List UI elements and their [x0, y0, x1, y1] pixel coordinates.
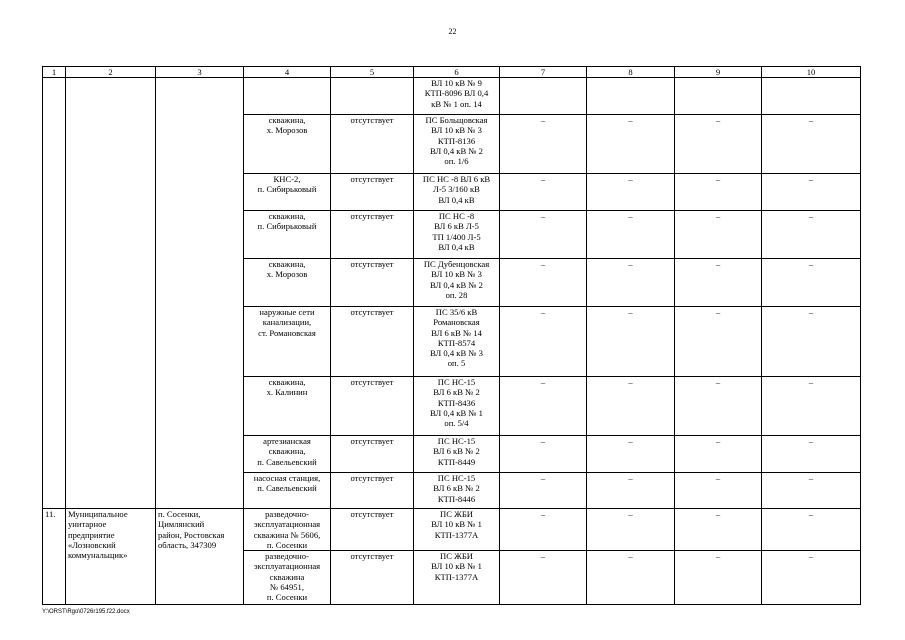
dash-cell: – [762, 174, 861, 211]
power-source-cell: ПС НС-15 ВЛ 6 кВ № 2 КТП-8446 [414, 473, 500, 509]
address-cell [156, 78, 244, 509]
dash-cell: – [587, 436, 675, 473]
dash-cell: – [675, 551, 762, 605]
dash-cell: – [675, 509, 762, 551]
dash-cell: – [587, 551, 675, 605]
power-source-cell: ПС НС -8 ВЛ 6 кВ Л-5 ТП 1/400 Л-5 ВЛ 0,4 кВ [414, 211, 500, 259]
dash-cell [587, 78, 675, 115]
table-row [43, 78, 861, 115]
power-source-cell: ВЛ 10 кВ № 9 КТП-8096 ВЛ 0,4 кВ № 1 оп. 14 [414, 78, 500, 115]
power-source-cell: ПС ЖБИ ВЛ 10 кВ № 1 КТП-1377А [414, 551, 500, 605]
dash-cell: – [500, 259, 587, 307]
facility-name-cell: скважина, х. Калинин [244, 377, 331, 436]
facility-name-cell: скважина, х. Морозов [244, 259, 331, 307]
status-cell: отсутствует [331, 436, 414, 473]
dash-cell: – [500, 551, 587, 605]
dash-cell: – [587, 115, 675, 174]
dash-cell: – [675, 307, 762, 377]
status-cell: отсутствует [331, 551, 414, 605]
dash-cell: – [675, 115, 762, 174]
dash-cell: – [587, 377, 675, 436]
dash-cell: – [587, 211, 675, 259]
dash-cell: – [587, 259, 675, 307]
entry-number-cell [43, 78, 66, 509]
facility-name-cell: скважина, п. Сибирьковый [244, 211, 331, 259]
file-path-footer: Y:\ORST\Rgo\0726r195.f22.docx [42, 609, 130, 615]
facility-name-cell: насосная станция, п. Савельевский [244, 473, 331, 509]
header-row [43, 67, 861, 78]
status-cell: отсутствует [331, 115, 414, 174]
column-number-header: 6 [414, 67, 500, 78]
column-number-header: 3 [156, 67, 244, 78]
dash-cell: – [762, 259, 861, 307]
entry-number-cell: 11. [43, 509, 66, 605]
dash-cell: – [500, 307, 587, 377]
address-cell: п. Сосенки, Цимлянский район, Ростовская область, 347309 [156, 509, 244, 605]
dash-cell: – [675, 211, 762, 259]
power-source-cell: ПС НС-15 ВЛ 6 кВ № 2 КТП-8449 [414, 436, 500, 473]
column-number-header: 10 [762, 67, 861, 78]
power-source-cell: ПС 35/6 кВ Романовская ВЛ 6 кВ № 14 КТП-8574 ВЛ 0,4 кВ № 3 оп. 5 [414, 307, 500, 377]
page-number: 22 [448, 27, 457, 36]
organization-cell [66, 78, 156, 509]
dash-cell: – [500, 174, 587, 211]
status-cell [331, 78, 414, 115]
dash-cell: – [587, 174, 675, 211]
status-cell: отсутствует [331, 509, 414, 551]
dash-cell: – [587, 509, 675, 551]
dash-cell: – [675, 377, 762, 436]
facility-name-cell [244, 78, 331, 115]
dash-cell: – [500, 211, 587, 259]
dash-cell: – [762, 509, 861, 551]
dash-cell: – [500, 377, 587, 436]
facility-name-cell: разведочно- эксплуатационная скважина № 5606, п. Сосенки [244, 509, 331, 551]
column-number-header: 1 [43, 67, 66, 78]
dash-cell: – [675, 436, 762, 473]
status-cell: отсутствует [331, 259, 414, 307]
dash-cell: – [762, 436, 861, 473]
column-number-header: 4 [244, 67, 331, 78]
power-source-cell: ПС НС-15 ВЛ 6 кВ № 2 КТП-8436 ВЛ 0,4 кВ № 1 оп. 5/4 [414, 377, 500, 436]
power-source-cell: ПС НС -8 ВЛ 6 кВ Л-5 3/160 кВ ВЛ 0,4 кВ [414, 174, 500, 211]
power-source-cell: ПС Больщовская ВЛ 10 кВ № 3 КТП-8136 ВЛ 0,4 кВ № 2 оп. 1/6 [414, 115, 500, 174]
dash-cell: – [675, 259, 762, 307]
power-source-cell: ПС Дубенцовская ВЛ 10 кВ № 3 ВЛ 0,4 кВ № 2 оп. 28 [414, 259, 500, 307]
dash-cell: – [500, 473, 587, 509]
status-cell: отсутствует [331, 307, 414, 377]
dash-cell: – [675, 473, 762, 509]
dash-cell [762, 78, 861, 115]
dash-cell: – [762, 115, 861, 174]
dash-cell: – [762, 211, 861, 259]
dash-cell: – [762, 551, 861, 605]
dash-cell: – [587, 307, 675, 377]
dash-cell: – [762, 473, 861, 509]
facility-name-cell: артезианская скважина, п. Савельевский [244, 436, 331, 473]
power-source-cell: ПС ЖБИ ВЛ 10 кВ № 1 КТП-1377А [414, 509, 500, 551]
dash-cell [500, 78, 587, 115]
dash-cell: – [500, 509, 587, 551]
dash-cell: – [675, 174, 762, 211]
status-cell: отсутствует [331, 473, 414, 509]
dash-cell [675, 78, 762, 115]
dash-cell: – [762, 377, 861, 436]
dash-cell: – [587, 473, 675, 509]
status-cell: отсутствует [331, 174, 414, 211]
column-number-header: 8 [587, 67, 675, 78]
column-number-header: 9 [675, 67, 762, 78]
facility-name-cell: скважина, х. Морозов [244, 115, 331, 174]
facility-name-cell: наружные сети канализации, ст. Романовская [244, 307, 331, 377]
column-number-header: 5 [331, 67, 414, 78]
status-cell: отсутствует [331, 211, 414, 259]
column-number-header: 2 [66, 67, 156, 78]
table-row [43, 509, 861, 551]
facility-name-cell: разведочно- эксплуатационная скважина № 64951, п. Сосенки [244, 551, 331, 605]
dash-cell: – [762, 307, 861, 377]
facility-name-cell: КНС-2, п. Сибирьковый [244, 174, 331, 211]
organization-cell: Муниципальное унитарное предприятие «Лозновский коммунальщик» [66, 509, 156, 605]
status-cell: отсутствует [331, 377, 414, 436]
dash-cell: – [500, 436, 587, 473]
facilities-table [42, 66, 861, 605]
dash-cell: – [500, 115, 587, 174]
column-number-header: 7 [500, 67, 587, 78]
